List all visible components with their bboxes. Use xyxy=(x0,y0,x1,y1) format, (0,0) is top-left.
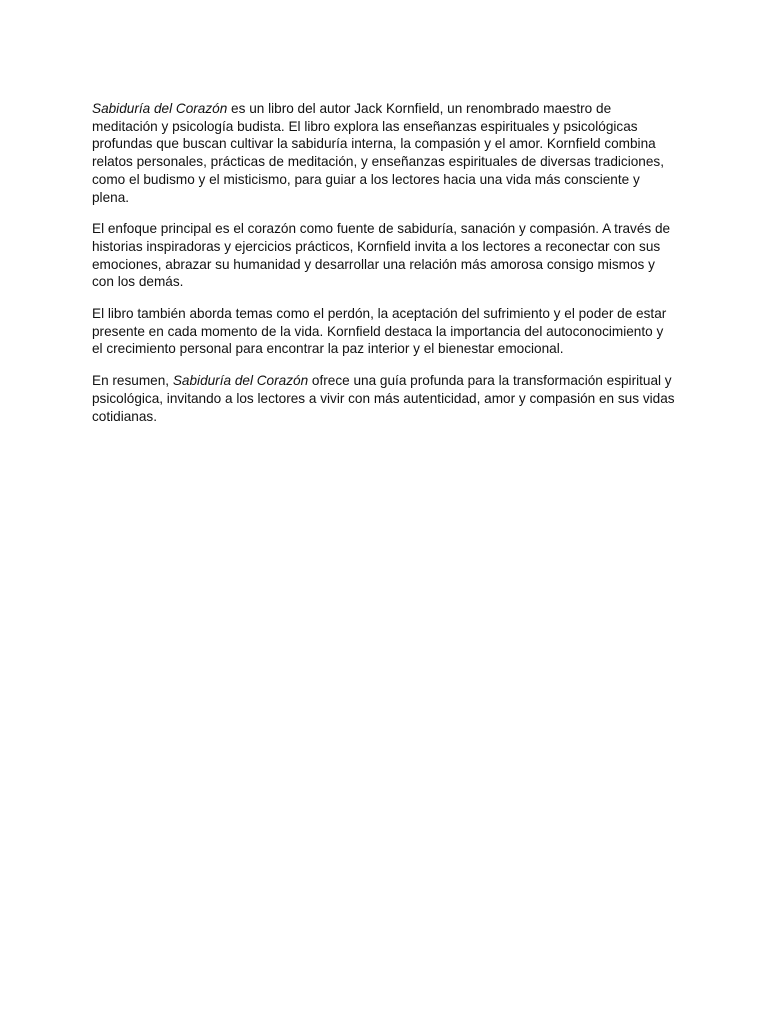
book-title-italic: Sabiduría del Corazón xyxy=(172,373,309,389)
summary-prefix: En resumen, xyxy=(92,373,173,389)
paragraph-summary xyxy=(92,372,676,425)
paragraph-text: El enfoque principal es el corazón como fuente de sabiduría, sanación y compasión. A través de historias inspiradoras y ejercicios prácticos, Kornfield invita a los lectores a reconectar con sus emociones, abrazar su humanidad y desarrollar una relación más amorosa consigo mismos y con los demás. xyxy=(92,221,671,290)
paragraph-text: El libro también aborda temas como el perdón, la aceptación del sufrimiento y el poder de estar presente en cada momento de la vida. Kornfield destaca la importancia del autoconocimiento y el crecimiento personal para encontrar la paz interior y el bienestar emocional. xyxy=(92,306,667,357)
book-title-italic: Sabiduría del Corazón xyxy=(92,101,228,116)
paragraph-themes xyxy=(92,305,676,358)
paragraph-text: es un libro del autor Jack Kornfield, un renombrado maestro de meditación y psicología budista. El libro explora las enseñanzas espirituales y psicológicas profundas que buscan cultivar la sabiduría interna, la compasión y el amor. Kornfield combina relatos personales, prácticas de meditación, y enseñanzas espirituales de diversas tradiciones, como el budismo y el misticismo, para guiar a los lectores hacia una vida más consciente y plena. xyxy=(92,101,664,205)
document-body xyxy=(92,100,676,439)
paragraph-main-focus xyxy=(92,220,676,291)
paragraph-text: ofrece una guía profunda para la transformación espiritual y psicológica, invitando a los lectores a vivir con más autenticidad, amor y compasión en sus vidas cotidianas. xyxy=(92,373,675,424)
paragraph-introduction xyxy=(92,100,676,206)
